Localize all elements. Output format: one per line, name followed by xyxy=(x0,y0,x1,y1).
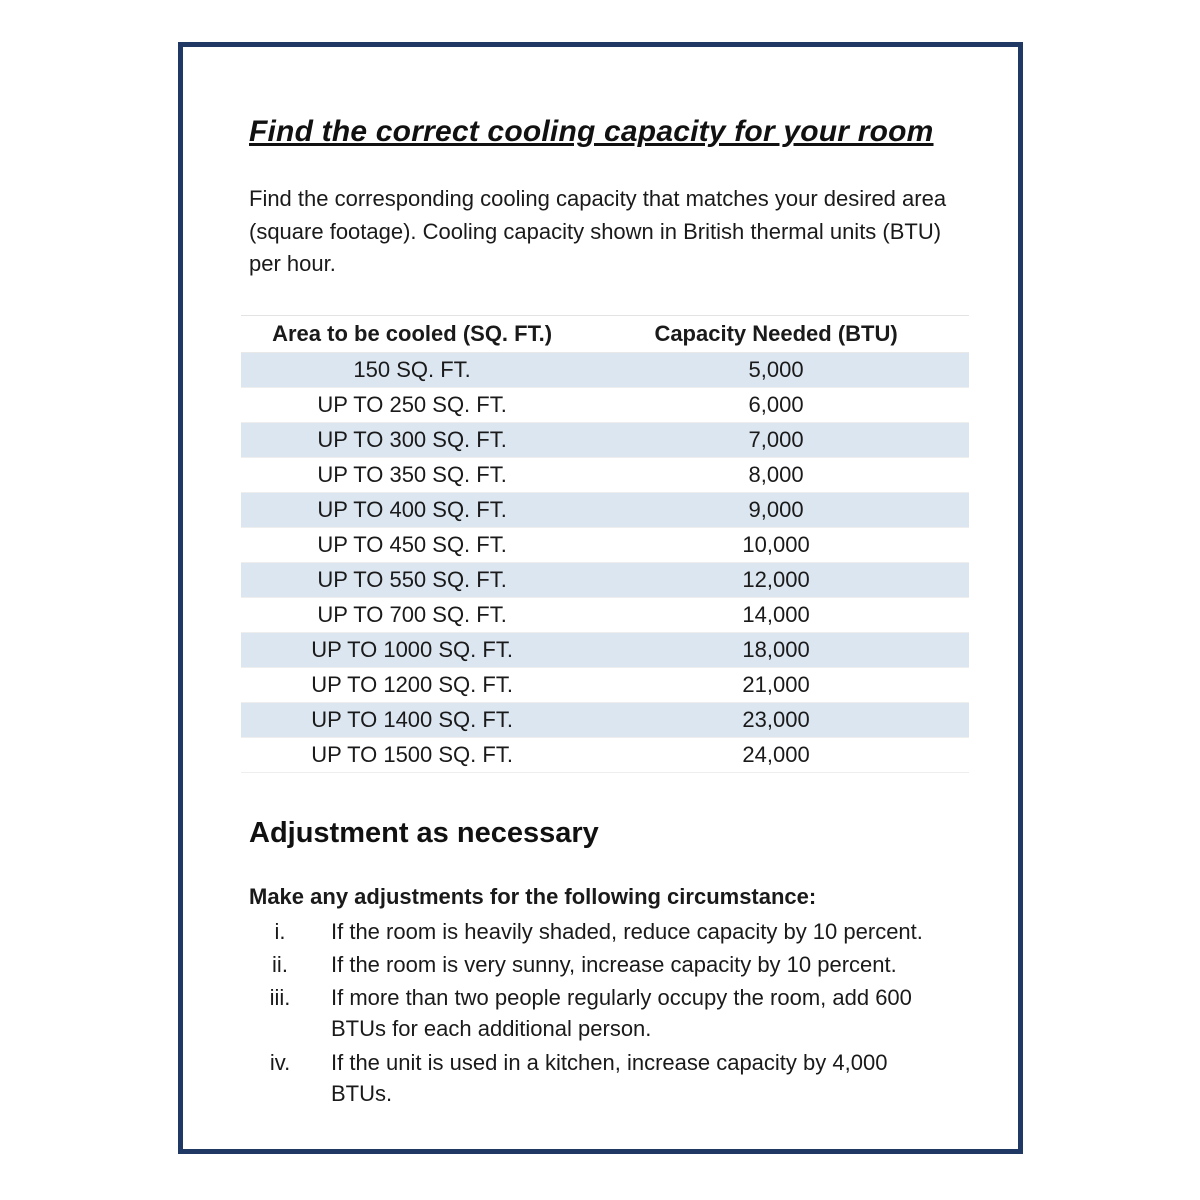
area-cell: UP TO 700 SQ. FT. xyxy=(241,597,583,632)
column-header-area: Area to be cooled (SQ. FT.) xyxy=(241,315,583,352)
adjustment-item-numeral: ii. xyxy=(272,951,288,977)
adjustment-list xyxy=(249,916,960,1109)
adjustment-item-numeral: i. xyxy=(274,918,286,944)
table-row xyxy=(241,457,969,492)
table-row xyxy=(241,422,969,457)
capacity-cell: 8,000 xyxy=(583,457,969,492)
capacity-cell: 12,000 xyxy=(583,562,969,597)
table-row xyxy=(241,492,969,527)
area-cell: UP TO 1500 SQ. FT. xyxy=(241,737,583,772)
adjustment-item xyxy=(249,982,939,1044)
area-cell: UP TO 350 SQ. FT. xyxy=(241,457,583,492)
table-row xyxy=(241,597,969,632)
area-cell: UP TO 250 SQ. FT. xyxy=(241,387,583,422)
table-header-row xyxy=(241,315,969,352)
capacity-cell: 6,000 xyxy=(583,387,969,422)
capacity-cell: 24,000 xyxy=(583,737,969,772)
page-content xyxy=(183,47,1018,1109)
table-row xyxy=(241,527,969,562)
adjustment-item-numeral: iii. xyxy=(269,985,291,1011)
area-cell: UP TO 1200 SQ. FT. xyxy=(241,667,583,702)
column-header-capacity: Capacity Needed (BTU) xyxy=(583,315,969,352)
area-cell: UP TO 450 SQ. FT. xyxy=(241,527,583,562)
intro-paragraph: Find the corresponding cooling capacity that matches your desired area (square footage). Cooling capacity shown in British thermal units (BTU) per hour. xyxy=(249,186,947,277)
area-cell: 150 SQ. FT. xyxy=(241,352,583,387)
table-row xyxy=(241,667,969,702)
page-title: Find the correct cooling capacity for your room xyxy=(249,115,934,148)
adjustment-item-text: If more than two people regularly occupy the room, add 600 BTUs for each additional person. xyxy=(331,985,912,1042)
adjustment-heading: Adjustment as necessary xyxy=(249,816,599,849)
capacity-cell: 7,000 xyxy=(583,422,969,457)
table-row xyxy=(241,737,969,772)
area-cell: UP TO 1400 SQ. FT. xyxy=(241,702,583,737)
area-cell: UP TO 400 SQ. FT. xyxy=(241,492,583,527)
cooling-capacity-table xyxy=(241,315,969,773)
capacity-cell: 5,000 xyxy=(583,352,969,387)
adjustment-lead: Make any adjustments for the following circumstance: xyxy=(249,883,817,909)
table-header xyxy=(241,315,969,352)
table-row xyxy=(241,387,969,422)
table-row xyxy=(241,632,969,667)
capacity-cell: 9,000 xyxy=(583,492,969,527)
document-page xyxy=(178,42,1023,1154)
table-body xyxy=(241,352,969,772)
capacity-cell: 18,000 xyxy=(583,632,969,667)
adjustment-item xyxy=(249,916,939,947)
table-row xyxy=(241,702,969,737)
capacity-cell: 10,000 xyxy=(583,527,969,562)
capacity-cell: 21,000 xyxy=(583,667,969,702)
adjustment-item-text: If the room is very sunny, increase capacity by 10 percent. xyxy=(331,951,897,977)
adjustment-item xyxy=(249,949,939,980)
adjustment-item-numeral: iv. xyxy=(269,1049,291,1075)
capacity-cell: 23,000 xyxy=(583,702,969,737)
area-cell: UP TO 1000 SQ. FT. xyxy=(241,632,583,667)
adjustment-item-text: If the room is heavily shaded, reduce capacity by 10 percent. xyxy=(331,918,923,944)
table-row xyxy=(241,352,969,387)
area-cell: UP TO 300 SQ. FT. xyxy=(241,422,583,457)
adjustment-item xyxy=(249,1047,939,1109)
area-cell: UP TO 550 SQ. FT. xyxy=(241,562,583,597)
adjustment-item-text: If the unit is used in a kitchen, increase capacity by 4,000 BTUs. xyxy=(331,1049,888,1106)
table-row xyxy=(241,562,969,597)
capacity-cell: 14,000 xyxy=(583,597,969,632)
